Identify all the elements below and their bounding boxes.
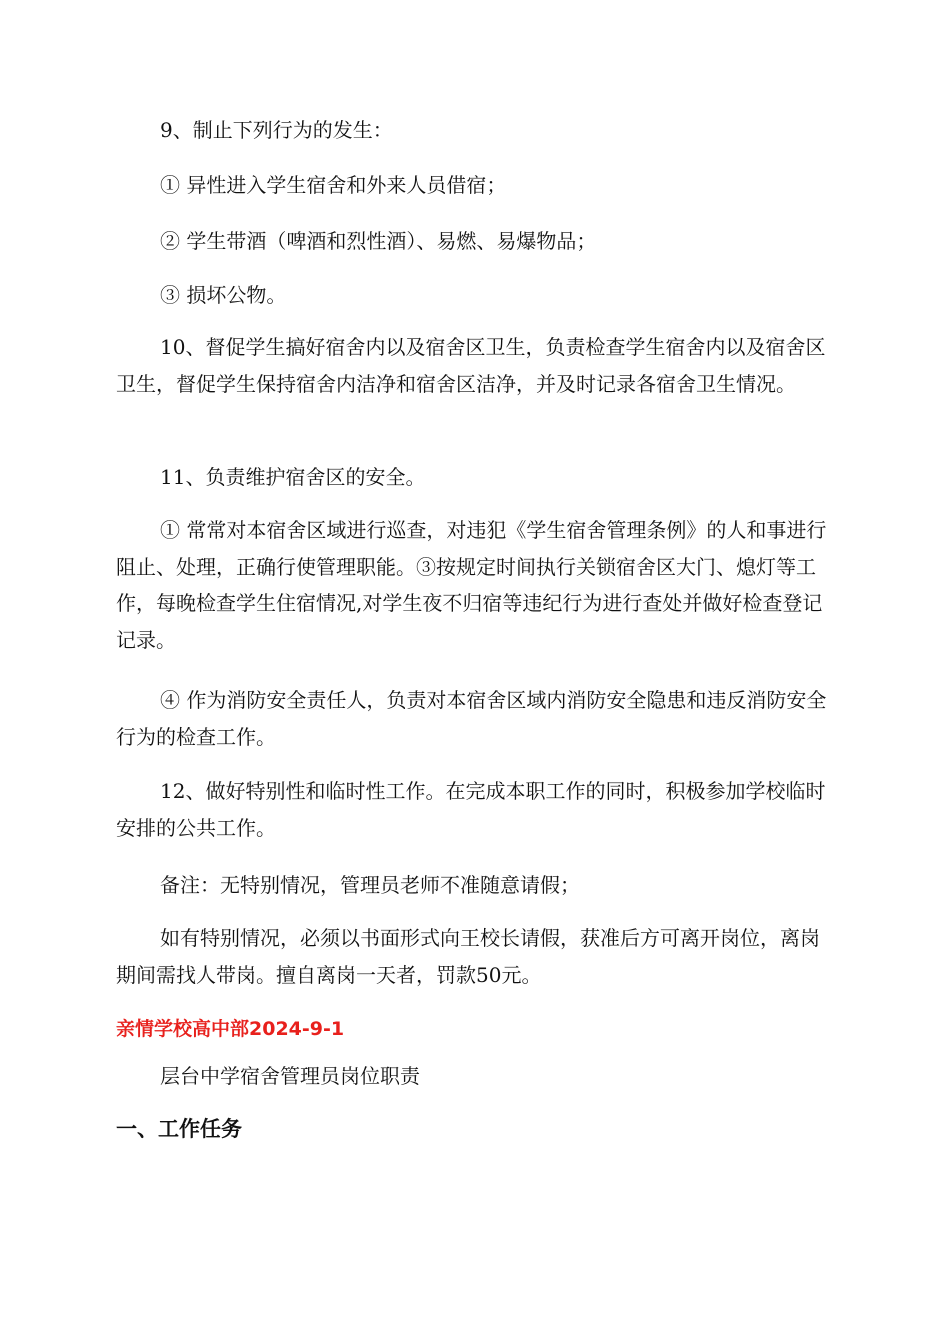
paragraph-sub-3: ③ 损坏公物。 [160, 283, 287, 307]
section-heading: 一、工作任务 [116, 1117, 242, 1141]
school-date-line: 亲情学校高中部2024-9-1 [116, 1018, 345, 1040]
paragraph-item-11: 11、负责维护宿舍区的安全。 [160, 465, 426, 489]
paragraph-item-12: 12、做好特别性和临时性工作。在完成本职工作的同时，积极参加学校临时安排的公共工作。 [116, 779, 826, 840]
document-subtitle: 层台中学宿舍管理员岗位职责 [160, 1064, 420, 1088]
paragraph-patrol-duties: ① 常常对本宿舍区域进行巡查，对违犯《学生宿舍管理条例》的人和事进行阻止、处理，正确行使管理职能。③按规定时间执行关锁宿舍区大门、熄灯等工作，每晚检查学生住宿情况,对学生夜不归宿等违纪行为进行查处并做好检查登记记录。 [116, 518, 827, 652]
paragraph-fire-safety: ④ 作为消防安全责任人，负责对本宿舍区域内消防安全隐患和违反消防安全行为的检查工作。 [116, 688, 827, 749]
paragraph-note: 备注：无特别情况，管理员老师不准随意请假； [160, 873, 580, 897]
paragraph-item-9: 9、制止下列行为的发生： [160, 118, 393, 142]
paragraph-sub-2: ② 学生带酒（啤酒和烈性酒）、易燃、易爆物品； [160, 229, 597, 253]
paragraph-item-10: 10、督促学生搞好宿舍内以及宿舍区卫生，负责检查学生宿舍内以及宿舍区卫生，督促学生保持宿舍内洁净和宿舍区洁净，并及时记录各宿舍卫生情况。 [116, 335, 826, 396]
paragraph-sub-1: ① 异性进入学生宿舍和外来人员借宿； [160, 173, 507, 197]
paragraph-leave-policy: 如有特别情况，必须以书面形式向王校长请假，获准后方可离开岗位，离岗期间需找人带岗。擅自离岗一天者，罚款50元。 [116, 926, 820, 987]
